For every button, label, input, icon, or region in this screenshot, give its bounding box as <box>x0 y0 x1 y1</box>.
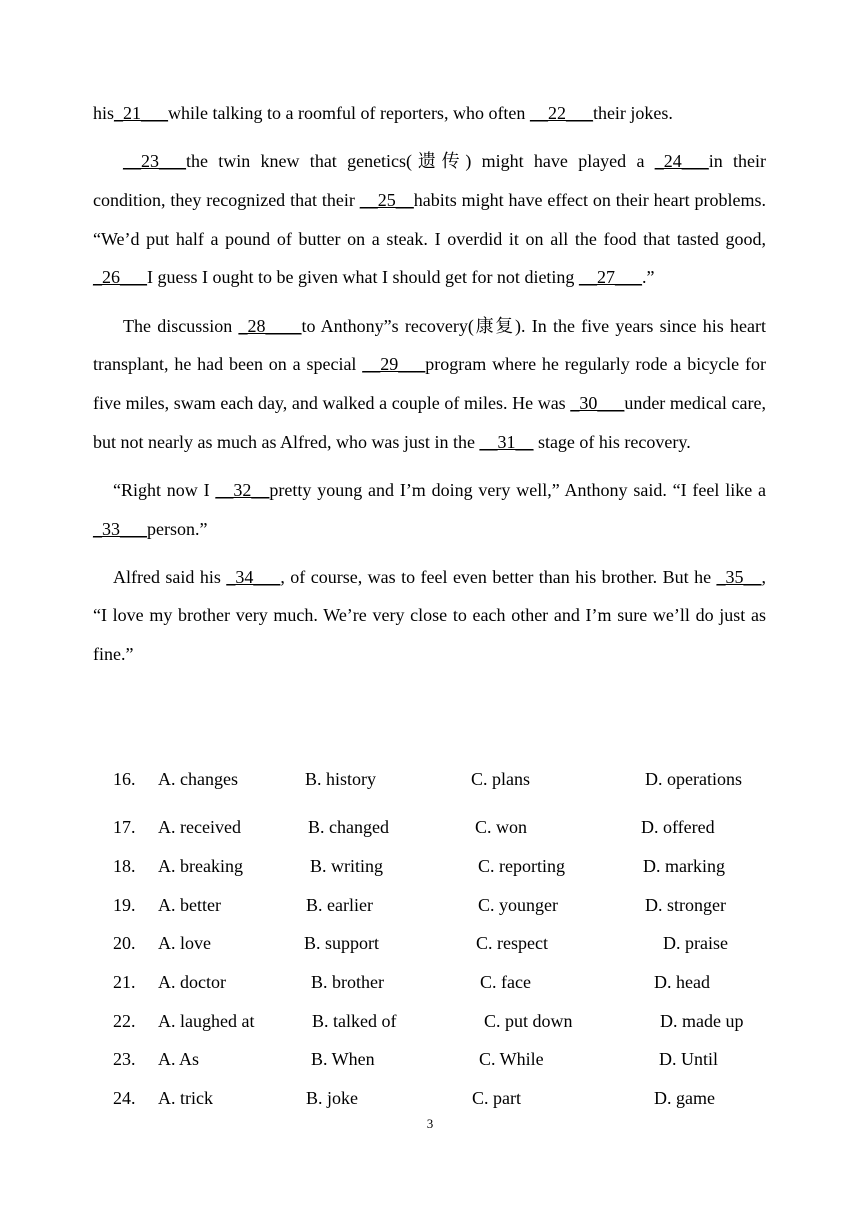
passage-text: the twin knew that genetics(遗传) might have played a <box>186 151 655 172</box>
option-row-20 <box>0 928 860 958</box>
option-row-21 <box>0 967 860 997</box>
question-number: 19. <box>113 895 136 915</box>
option-b: B. earlier <box>306 895 373 915</box>
blank-33: _33___ <box>93 518 147 539</box>
option-c: C. respect <box>476 933 548 953</box>
passage-text: his <box>93 103 115 123</box>
option-a: A. trick <box>158 1088 213 1108</box>
passage-text: program where he regularly rode a bicycle for five miles, swam each day, and walked a couple of miles. He was <box>93 354 766 413</box>
option-b: B. brother <box>311 972 384 992</box>
passage-text: .” <box>641 267 655 288</box>
passage-text: pretty young and I’m doing very well,” Anthony said. “I feel like a <box>269 479 766 500</box>
option-b: B. writing <box>310 856 384 876</box>
passage-text: , of course, was to feel even better than his brother. But he <box>280 566 717 587</box>
option-a: A. doctor <box>158 972 226 992</box>
answer-options <box>0 760 860 1120</box>
passage-text: , “I love my brother very much. We’re very close to each other and I’m sure we’ll do just as fine.” <box>93 566 766 665</box>
option-c: C. face <box>480 972 531 992</box>
blank-34: _34___ <box>226 566 281 587</box>
paragraph-2 <box>93 142 766 297</box>
option-b: B. changed <box>308 817 389 837</box>
option-row-16 <box>0 764 860 794</box>
passage-text: person.” <box>147 518 208 539</box>
option-row-23 <box>0 1044 860 1074</box>
option-row-19 <box>0 890 860 920</box>
option-c: C. While <box>479 1049 544 1069</box>
option-b: B. support <box>304 933 380 953</box>
option-a: A. laughed at <box>158 1011 255 1031</box>
option-b: B. talked of <box>312 1011 397 1031</box>
blank-26: _26___ <box>93 267 147 288</box>
option-b: B. When <box>311 1049 375 1069</box>
option-d: D. praise <box>663 933 728 953</box>
option-d: D. marking <box>643 856 725 876</box>
blank-23: __23___ <box>123 151 186 172</box>
passage-text: I guess I ought to be given what I should get for not dieting <box>147 267 579 288</box>
option-row-24 <box>0 1083 860 1113</box>
blank-27: __27___ <box>578 267 642 288</box>
blank-24: _24___ <box>654 151 709 172</box>
option-a: A. love <box>158 933 211 953</box>
passage-text: “Right now I <box>113 479 216 500</box>
option-row-18 <box>0 851 860 881</box>
passage-text: The discussion <box>123 315 239 336</box>
option-d: D. head <box>654 972 710 992</box>
option-d: D. game <box>654 1088 715 1108</box>
passage-text: in their condition, they recognized that their <box>93 151 766 210</box>
blank-28: _28____ <box>238 315 302 336</box>
blank-25: __25__ <box>359 189 414 210</box>
option-a: A. received <box>158 817 241 837</box>
page-number: 3 <box>426 1116 434 1131</box>
paragraph-5 <box>93 558 766 674</box>
passage-text: to Anthony”s recovery(康复). In the five years since his heart transplant, he had been on a special <box>93 315 767 375</box>
option-a: A. better <box>158 895 221 915</box>
option-c: C. won <box>475 817 528 837</box>
blank-30: _30___ <box>570 392 625 413</box>
question-number: 17. <box>113 817 136 837</box>
blank-29: __29___ <box>362 354 426 375</box>
question-number: 22. <box>113 1011 136 1031</box>
option-d: D. operations <box>645 769 742 789</box>
option-d: D. offered <box>641 817 715 837</box>
passage-text: stage of his recovery. <box>533 431 691 452</box>
option-c: C. part <box>472 1088 521 1108</box>
question-number: 21. <box>113 972 136 992</box>
passage-text: while talking to a roomful of reporters, who often <box>168 103 530 123</box>
paragraph-1 <box>93 94 766 133</box>
passage-text: under medical care, but not nearly as much as Alfred, who was just in the <box>93 392 766 452</box>
option-a: A. As <box>158 1049 200 1069</box>
blank-31: __31__ <box>479 431 534 452</box>
option-d: D. made up <box>660 1011 744 1031</box>
blank-32: __32__ <box>215 479 270 500</box>
option-b: B. joke <box>306 1088 358 1108</box>
passage-text: habits might have effect on their heart problems. “We’d put half a pound of butter on a steak. I overdid it on all the food that tasted good, <box>93 189 766 249</box>
option-b: B. history <box>305 769 377 789</box>
option-c: C. plans <box>471 769 531 789</box>
option-c: C. put down <box>484 1011 573 1031</box>
paragraph-3 <box>93 307 766 462</box>
option-d: D. Until <box>659 1049 719 1069</box>
option-d: D. stronger <box>645 895 726 915</box>
cloze-passage <box>93 94 766 683</box>
paragraph-4 <box>93 471 766 548</box>
option-row-22 <box>0 1006 860 1036</box>
option-row-17 <box>0 812 860 842</box>
blank-35: _35__ <box>716 566 762 587</box>
passage-text: Alfred said his <box>113 566 227 587</box>
option-a: A. changes <box>158 769 238 789</box>
question-number: 20. <box>113 933 136 953</box>
option-c: C. younger <box>478 895 558 915</box>
option-c: C. reporting <box>478 856 565 876</box>
question-number: 23. <box>113 1049 136 1069</box>
passage-text: their jokes. <box>592 103 673 123</box>
question-number: 24. <box>113 1088 136 1108</box>
blank-22: __22___ <box>529 103 593 123</box>
question-number: 16. <box>113 769 136 789</box>
question-number: 18. <box>113 856 136 876</box>
option-a: A. breaking <box>158 856 243 876</box>
blank-21: _21___ <box>114 103 169 123</box>
